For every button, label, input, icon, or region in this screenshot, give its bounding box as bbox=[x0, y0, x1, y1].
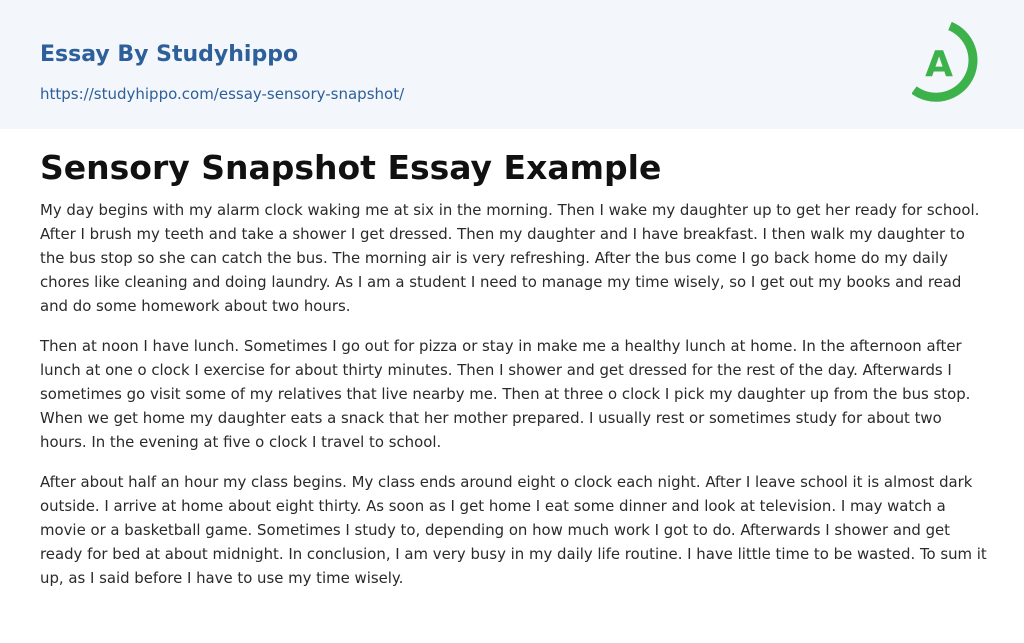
essay-paragraph: Then at noon I have lunch. Sometimes I go out for pizza or stay in make me a healthy lunch at home. In the afternoon after lunch at one o clock I exercise for about thirty minutes. Then I shower and get dressed for the rest of the day. Afterwards I sometimes go visit some of my relatives that live nearby me. Then at three o clock I pick my daughter up from the bus stop. When we get home my daughter eats a snack that her mother prepared. I usually rest or sometimes study for about two hours. In the evening at five o clock I travel to school. bbox=[40, 337, 971, 451]
essay-paragraph: After about half an hour my class begins. My class ends around eight o clock each night. After I leave school it is almost dark outside. I arrive at home about eight thirty. As soon as I get home I eat some dinner and look at television. I may watch a movie or a basketball game. Sometimes I study to, depending on how much work I got to do. Afterwards I shower and get ready for bed at about midnight. In conclusion, I am very busy in my daily life routine. I have little time to be wasted. To sum it up, as I said before I have to use my time wisely. bbox=[40, 473, 987, 587]
essay-paragraph: My day begins with my alarm clock waking me at six in the morning. Then I wake my daughter up to get her ready for school. After I brush my teeth and take a shower I get dressed. Then my daughter and I have breakfast. I then walk my daughter to the bus stop so she can catch the bus. The morning air is very refreshing. After the bus come I go back home do my daily chores like cleaning and doing laundry. As I am a student I need to manage my time wisely, so I get out my books and read and do some homework about two hours. bbox=[40, 201, 980, 315]
article-url-link[interactable]: https://studyhippo.com/essay-sensory-snapshot/ bbox=[40, 85, 405, 103]
page-title: Sensory Snapshot Essay Example bbox=[40, 148, 662, 187]
article-content bbox=[40, 146, 988, 606]
studyhippo-logo-icon[interactable] bbox=[912, 20, 986, 106]
page-header bbox=[0, 0, 1024, 129]
site-title[interactable]: Essay By Studyhippo bbox=[40, 42, 299, 67]
logo-letter: A bbox=[925, 44, 953, 85]
